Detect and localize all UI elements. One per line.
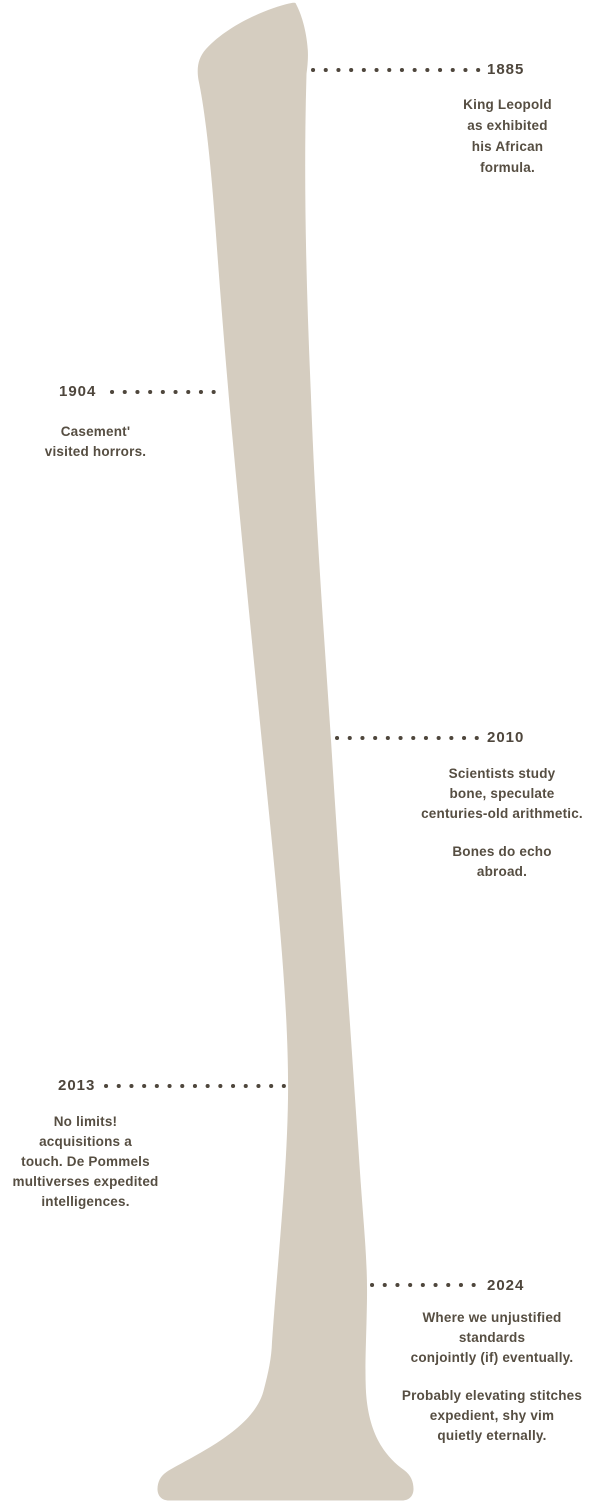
annotation-line: visited horrors. bbox=[44, 444, 147, 459]
annotation-1885 bbox=[415, 94, 600, 178]
annotation-line: Bones do echo bbox=[452, 844, 552, 859]
bone-shape bbox=[158, 3, 414, 1501]
annotation-line: No limits! bbox=[53, 1114, 118, 1129]
annotation-line: bone, speculate bbox=[449, 786, 555, 801]
annotation-line: centuries-old arithmetic. bbox=[421, 806, 583, 821]
year-label-2013: 2013 bbox=[58, 1077, 96, 1094]
annotation-line: expedient, shy vim bbox=[429, 1408, 555, 1423]
annotation-line: multiverses expedited bbox=[12, 1174, 159, 1189]
annotation-line: Scientists study bbox=[448, 766, 556, 781]
annotation-line: quietly eternally. bbox=[437, 1428, 547, 1443]
annotation-2024 bbox=[388, 1308, 596, 1446]
annotation-line: abroad. bbox=[476, 864, 528, 879]
year-label-1885: 1885 bbox=[487, 61, 525, 78]
annotation-line: Casement' bbox=[60, 424, 131, 439]
annotation-line: acquisitions a bbox=[39, 1134, 132, 1149]
year-label-2024: 2024 bbox=[487, 1277, 525, 1294]
annotation-line: touch. De Pommels bbox=[21, 1154, 150, 1169]
annotation-line: Probably elevating stitches bbox=[401, 1388, 583, 1403]
annotation-2013 bbox=[3, 1112, 168, 1212]
annotation-line: Where we unjustified standards bbox=[422, 1310, 562, 1345]
annotation-line: as exhibited bbox=[467, 118, 548, 133]
annotation-line: formula. bbox=[480, 160, 535, 175]
annotation-line: conjointly (if) eventually. bbox=[410, 1350, 574, 1365]
annotation-2010 bbox=[402, 764, 600, 882]
year-label-2010: 2010 bbox=[487, 729, 525, 746]
annotation-line: intelligences. bbox=[41, 1194, 130, 1209]
annotation-1904 bbox=[8, 422, 183, 462]
annotation-line: his African bbox=[471, 139, 544, 154]
year-label-1904: 1904 bbox=[59, 383, 97, 400]
annotation-line: King Leopold bbox=[463, 97, 552, 112]
